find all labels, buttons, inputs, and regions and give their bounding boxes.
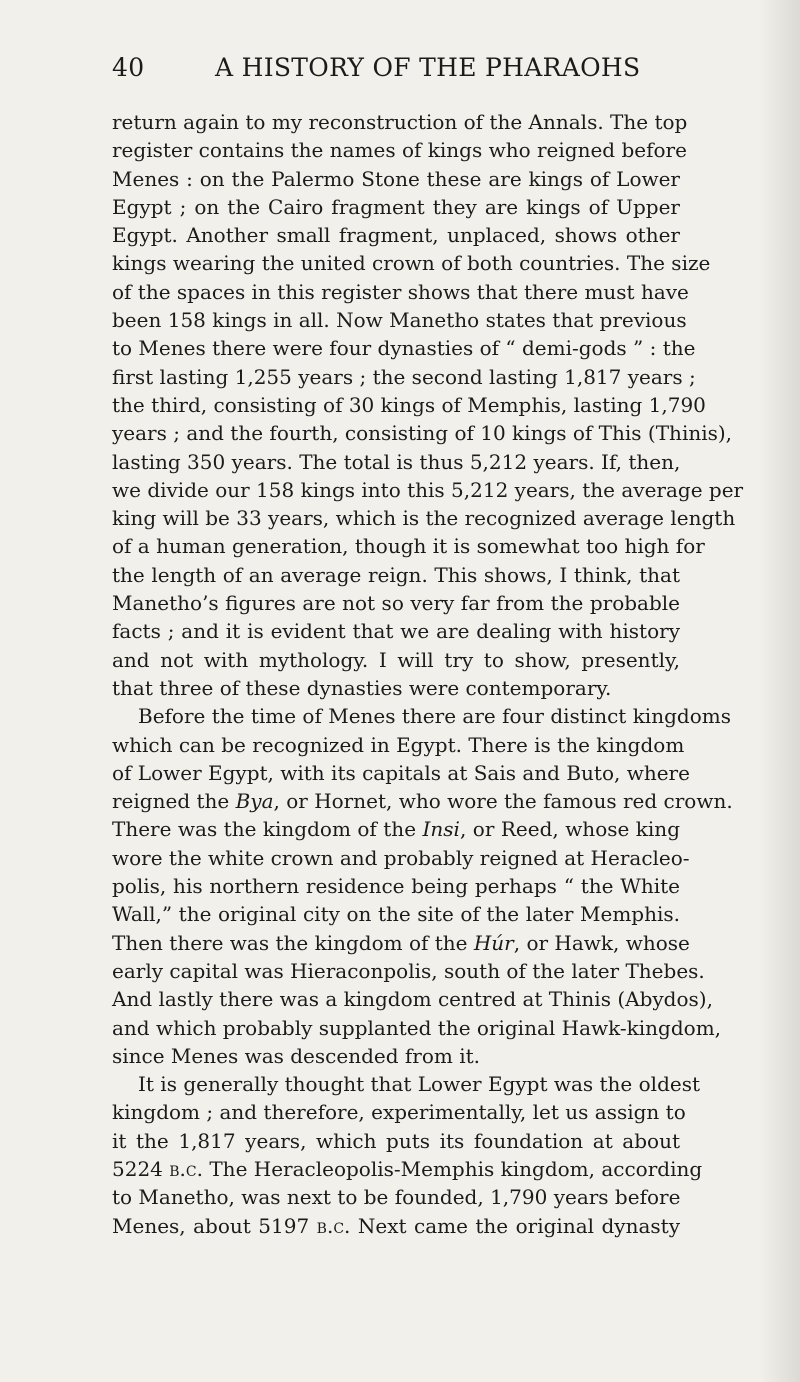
text-line: early capital was Hieraconpolis, south of the later Thebes. — [112, 958, 705, 983]
text-line: Wall,” the original city on the site of the later Memphis. — [112, 902, 680, 927]
text-segment: Then there was the kingdom of the — [112, 930, 474, 955]
italic-term: Húr — [473, 930, 514, 955]
text-line: the length of an average reign. This shows, I think, that — [112, 562, 680, 587]
text-line: kingdom ; and therefore, experimentally, let us assign to — [112, 1100, 686, 1125]
text-line: Egypt ; on the Cairo fragment they are kings of Upper — [112, 194, 680, 219]
text-segment: There was the kingdom of the — [112, 817, 423, 842]
text-line: that three of these dynasties were contemporary. — [112, 675, 612, 700]
text-line: of a human generation, though it is somewhat too high for — [112, 534, 705, 559]
text-line: register contains the names of kings who reigned before — [112, 138, 687, 163]
running-head: A HISTORY OF THE PHARAOHS — [215, 53, 641, 82]
text-line — [112, 787, 733, 815]
text-line: return again to my reconstruction of the Annals. The top — [112, 110, 688, 134]
text-line — [112, 815, 680, 843]
text-line: Manetho’s figures are not so very far from the probable — [112, 591, 680, 616]
text-line: first lasting 1,255 years ; the second lasting 1,817 years ; — [112, 364, 696, 389]
era-abbreviation: b.c. — [316, 1213, 351, 1238]
text-segment: , or Hawk, whose — [513, 930, 690, 955]
text-segment: 5224 — [112, 1156, 170, 1181]
text-segment: Next came the original dynasty — [350, 1213, 680, 1238]
text-line: Menes : on the Palermo Stone these are kings of Lower — [112, 166, 680, 191]
text-line — [112, 929, 690, 957]
text-line: lasting 350 years. The total is thus 5,212 years. If, then, — [112, 449, 681, 474]
text-line: of the spaces in this register shows that there must have — [112, 279, 689, 304]
text-line: of Lower Egypt, with its capitals at Sais and Buto, where — [112, 760, 690, 785]
text-line: we divide our 158 kings into this 5,212 years, the average per — [112, 477, 744, 502]
text-line: polis, his northern residence being perhaps “ the White — [112, 874, 680, 899]
text-line: king will be 33 years, which is the recognized average length — [112, 506, 736, 531]
text-segment: , or Hornet, who wore the famous red crown. — [273, 789, 733, 814]
text-line: to Manetho, was next to be founded, 1,790 years before — [112, 1185, 681, 1210]
text-line: the third, consisting of 30 kings of Memphis, lasting 1,790 — [112, 392, 706, 417]
italic-term: Bya — [235, 789, 274, 814]
text-line: facts ; and it is evident that we are dealing with history — [112, 619, 680, 644]
text-line — [112, 1155, 703, 1183]
text-segment: reigned the — [112, 789, 236, 814]
text-line: which can be recognized in Egypt. There is the kingdom — [112, 732, 685, 757]
text-segment: The Heracleopolis-Memphis kingdom, according — [202, 1156, 703, 1181]
era-abbreviation: b.c. — [169, 1156, 203, 1181]
text-line: to Menes there were four dynasties of “ demi-gods ” : the — [112, 336, 696, 361]
text-segment: Menes, about 5197 — [112, 1213, 317, 1238]
text-line: It is generally thought that Lower Egypt was the oldest — [138, 1072, 701, 1097]
text-line — [112, 1212, 680, 1240]
page-header — [112, 53, 680, 93]
text-line: and which probably supplanted the original Hawk-kingdom, — [112, 1015, 722, 1040]
text-line: since Menes was descended from it. — [112, 1043, 480, 1068]
text-line: years ; and the fourth, consisting of 10 kings of This (Thinis), — [112, 421, 733, 446]
text-line: And lastly there was a kingdom centred at Thinis (Abydos), — [112, 987, 713, 1012]
text-segment: , or Reed, whose king — [459, 817, 680, 842]
text-line: it the 1,817 years, which puts its foundation at about — [112, 1128, 680, 1153]
page-number: 40 — [112, 53, 145, 82]
text-line: wore the white crown and probably reigned at Heracleo- — [112, 845, 690, 870]
italic-term: Insi — [422, 817, 460, 842]
text-line: and not with mythology. I will try to show, presently, — [112, 647, 680, 672]
body-text — [112, 108, 744, 1240]
text-line: Egypt. Another small fragment, unplaced, shows other — [112, 223, 680, 248]
text-line: Before the time of Menes there are four distinct kingdoms — [138, 704, 731, 729]
text-line: kings wearing the united crown of both countries. The size — [112, 251, 711, 276]
text-line: been 158 kings in all. Now Manetho states that previous — [112, 308, 687, 333]
